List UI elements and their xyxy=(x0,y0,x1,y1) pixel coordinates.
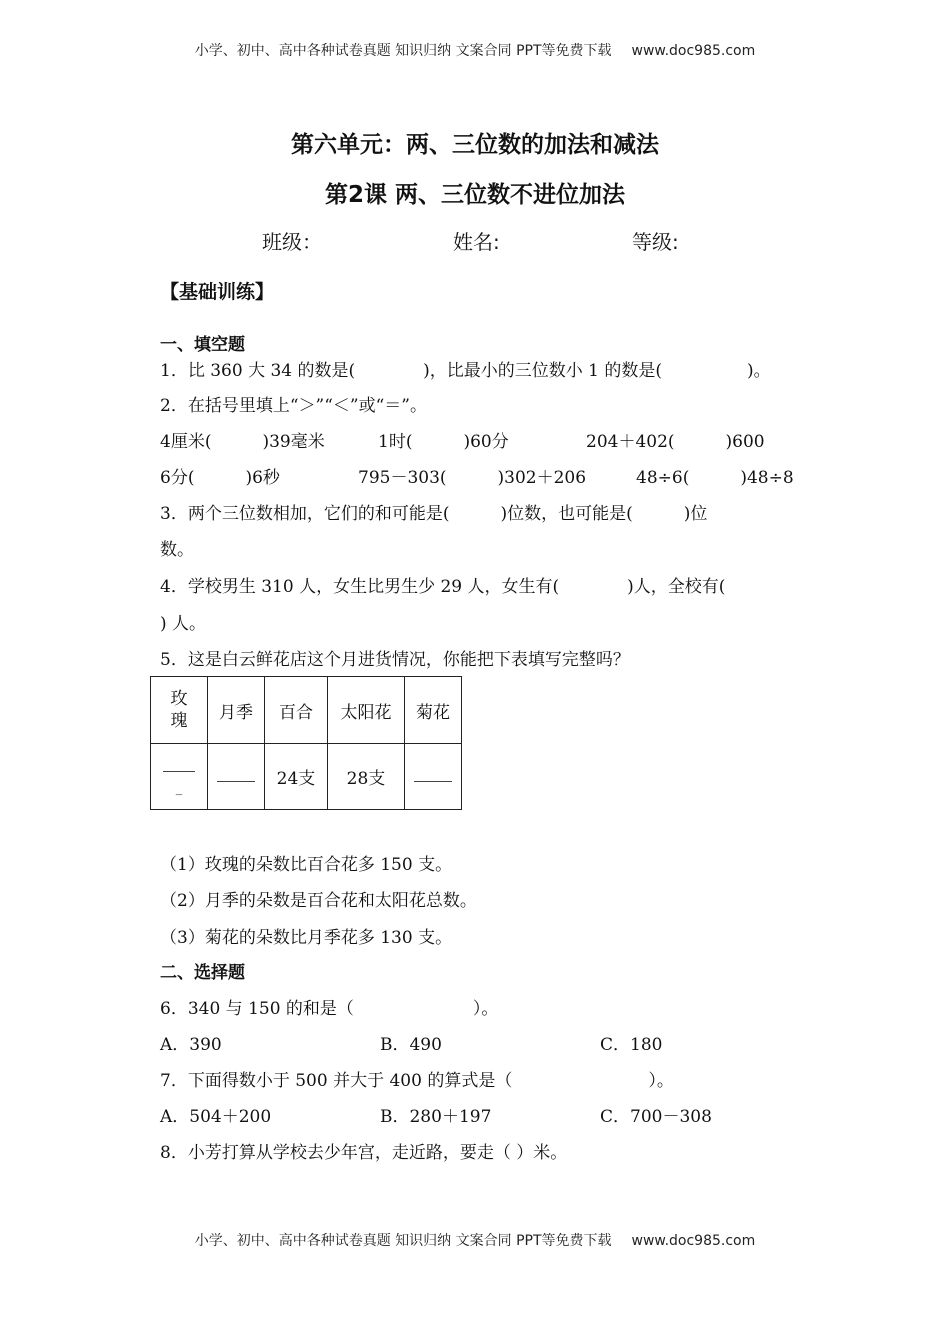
header-yueji: 月季 xyxy=(208,677,265,744)
cell-chrysanthemum[interactable] xyxy=(405,744,462,810)
flower-table xyxy=(150,676,462,810)
q2-item-2: 1时( )60分 xyxy=(378,432,509,452)
question-3-cont: 数。 xyxy=(160,540,194,560)
grade-label: 等级: xyxy=(632,230,679,254)
cell-yueji[interactable] xyxy=(208,744,265,810)
q6-option-a[interactable]: A．390 xyxy=(160,1035,222,1055)
footer-text: 小学、初中、高中各种试卷真题 知识归纳 文案合同 PPT等免费下载 xyxy=(194,1233,612,1249)
header-sunflower: 太阳花 xyxy=(328,677,405,744)
q6-option-c[interactable]: C．180 xyxy=(600,1035,663,1055)
cell-lily: 24支 xyxy=(265,744,328,810)
footer-url[interactable]: www.doc985.com xyxy=(631,1233,756,1249)
section-fill-blank: 一、填空题 xyxy=(160,335,245,355)
unit-title: 第六单元：两、三位数的加法和减法 xyxy=(291,132,659,158)
cell-rose[interactable]: _ xyxy=(151,744,208,810)
question-6: 6．340 与 150 的和是（ ）。 xyxy=(160,999,499,1019)
page-header xyxy=(0,40,950,60)
q2-item-3: 204＋402( )600 xyxy=(586,432,765,452)
section-choice: 二、选择题 xyxy=(160,963,245,983)
header-rose: 玫 瑰 xyxy=(151,677,208,744)
question-1: 1．比 360 大 34 的数是( )，比最小的三位数小 1 的数是( )。 xyxy=(160,361,771,381)
condition-2: （2）月季的朵数是百合花和太阳花总数。 xyxy=(160,891,477,911)
header-text: 小学、初中、高中各种试卷真题 知识归纳 文案合同 PPT等免费下载 xyxy=(194,43,612,59)
question-8: 8．小芳打算从学校去少年宫，走近路，要走（ ）米。 xyxy=(160,1143,568,1163)
name-label: 姓名: xyxy=(453,230,500,254)
q7-option-a[interactable]: A．504＋200 xyxy=(160,1107,272,1127)
condition-1: （1）玫瑰的朵数比百合花多 150 支。 xyxy=(160,855,453,875)
question-7: 7．下面得数小于 500 并大于 400 的算式是（ ）。 xyxy=(160,1071,674,1091)
page-footer xyxy=(0,1230,950,1250)
header-chrysanthemum: 菊花 xyxy=(405,677,462,744)
question-2: 2．在括号里填上“＞”“＜”或“＝”。 xyxy=(160,396,427,416)
header-url[interactable]: www.doc985.com xyxy=(631,43,756,59)
q2-item-5: 795－303( )302＋206 xyxy=(358,468,587,488)
q7-option-c[interactable]: C．700－308 xyxy=(600,1107,712,1127)
class-label: 班级： xyxy=(262,230,322,254)
header-lily: 百合 xyxy=(265,677,328,744)
q7-option-b[interactable]: B．280＋197 xyxy=(380,1107,492,1127)
q6-option-b[interactable]: B．490 xyxy=(380,1035,442,1055)
q2-item-1: 4厘米( )39毫米 xyxy=(160,432,325,452)
lesson-title: 第2课 两、三位数不进位加法 xyxy=(324,182,625,208)
basic-training-heading: 【基础训练】 xyxy=(160,281,275,303)
q2-item-6: 48÷6( )48÷8 xyxy=(636,468,794,488)
cell-sunflower: 28支 xyxy=(328,744,405,810)
q2-item-4: 6分( )6秒 xyxy=(160,468,280,488)
question-4-cont: ) 人。 xyxy=(160,614,207,634)
question-4: 4．学校男生 310 人，女生比男生少 29 人，女生有( )人，全校有( xyxy=(160,577,726,597)
question-5: 5．这是白云鲜花店这个月进货情况，你能把下表填写完整吗？ xyxy=(160,650,630,670)
condition-3: （3）菊花的朵数比月季花多 130 支。 xyxy=(160,928,453,948)
question-3: 3．两个三位数相加，它们的和可能是( )位数，也可能是( )位 xyxy=(160,504,708,524)
